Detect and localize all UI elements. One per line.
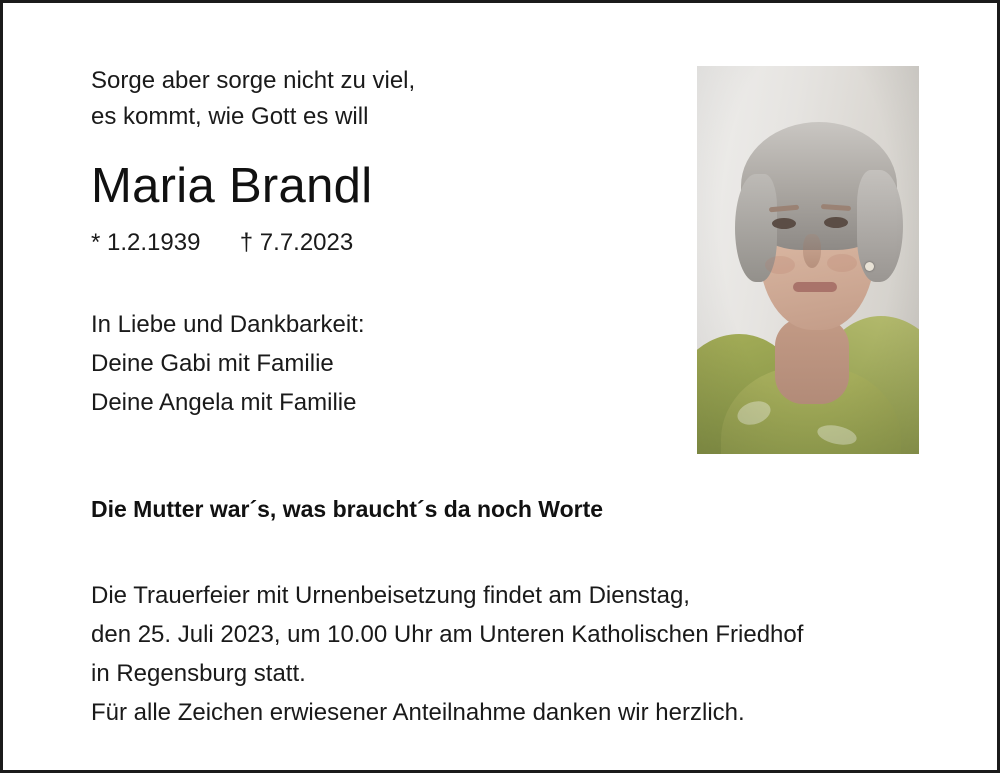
birth-date: * 1.2.1939: [91, 229, 201, 256]
details-line-3: in Regensburg statt.: [91, 660, 306, 687]
funeral-details: [91, 576, 961, 732]
portrait-photo: [697, 66, 919, 454]
motto-text: Die Mutter war´s, was braucht´s da noch Worte: [91, 496, 604, 522]
obituary-inner: [3, 3, 997, 770]
dedication-line-3: Deine Angela mit Familie: [91, 389, 357, 416]
details-line-1: Die Trauerfeier mit Urnenbeisetzung findet am Dienstag,: [91, 582, 690, 609]
obituary-text-column: [91, 63, 671, 422]
deceased-name: Maria Brandl: [91, 159, 373, 213]
life-dates: [91, 227, 671, 259]
details-line-4: Für alle Zeichen erwiesener Anteilnahme danken wir herzlich.: [91, 699, 745, 726]
death-date: † 7.7.2023: [239, 229, 354, 256]
dedication-block: [91, 305, 671, 422]
verse-line-1: Sorge aber sorge nicht zu viel,: [91, 67, 416, 94]
dedication-line-2: Deine Gabi mit Familie: [91, 350, 334, 377]
dedication-line-1: In Liebe und Dankbarkeit:: [91, 311, 365, 338]
photo-vignette: [697, 66, 919, 454]
verse-line-2: es kommt, wie Gott es will: [91, 103, 369, 130]
details-line-2: den 25. Juli 2023, um 10.00 Uhr am Unteren Katholischen Friedhof: [91, 621, 804, 648]
